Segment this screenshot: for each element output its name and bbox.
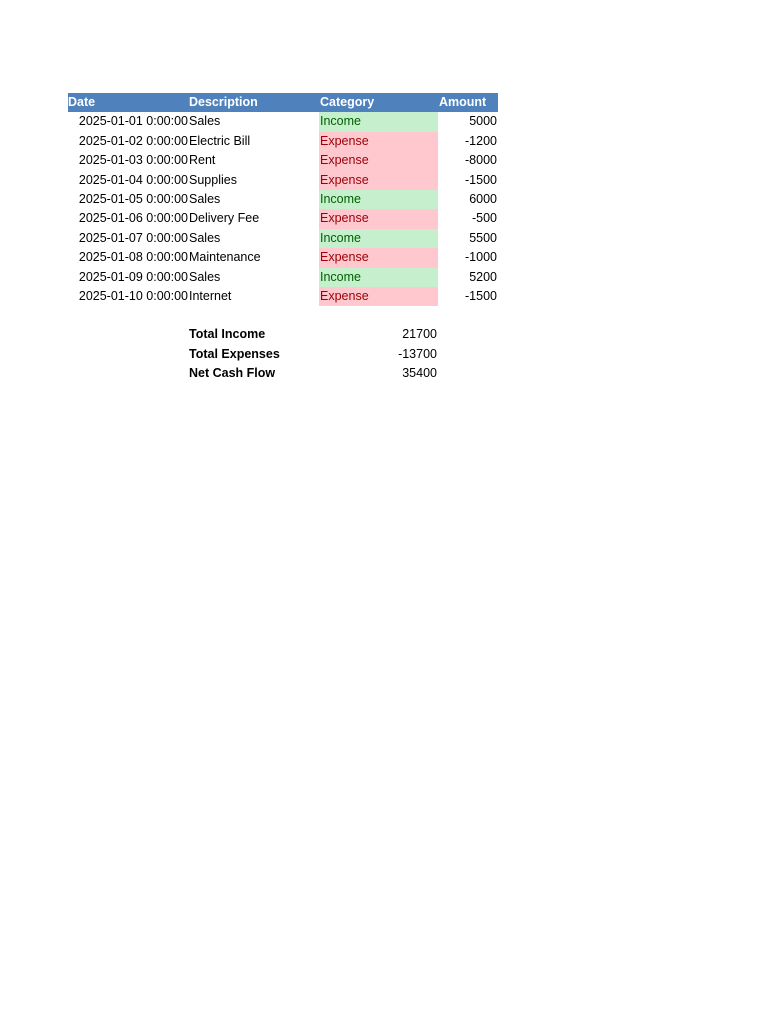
amount-cell[interactable]: -1200 (465, 133, 497, 148)
amount-cell[interactable]: 5500 (469, 230, 497, 245)
category-cell[interactable]: Expense (319, 248, 438, 267)
description-cell[interactable]: Sales (189, 230, 221, 245)
description-cell[interactable]: Sales (189, 114, 221, 129)
category-cell[interactable]: Income (319, 229, 438, 248)
date-cell[interactable]: 2025-01-01 0:00:00 (78, 114, 188, 129)
category-cell[interactable]: Expense (319, 209, 438, 228)
category-cell[interactable]: Income (319, 268, 438, 287)
table-row (68, 190, 498, 209)
total-expenses-label[interactable]: Total Expenses (189, 346, 280, 361)
table-row (68, 171, 498, 190)
table-row (68, 112, 498, 131)
category-cell[interactable]: Expense (319, 151, 438, 170)
category-cell[interactable]: Expense (319, 171, 438, 190)
category-cell[interactable]: Expense (319, 132, 438, 151)
header-amount[interactable]: Amount (439, 95, 487, 109)
amount-cell[interactable]: 5000 (469, 114, 497, 129)
date-cell[interactable]: 2025-01-10 0:00:00 (78, 288, 188, 303)
table-row (68, 209, 498, 228)
date-cell[interactable]: 2025-01-02 0:00:00 (78, 133, 188, 148)
total-expenses-value[interactable]: -13700 (398, 346, 437, 361)
table-row (68, 229, 498, 248)
date-cell[interactable]: 2025-01-03 0:00:00 (78, 153, 188, 168)
summary-row-net-cash-flow (189, 364, 437, 384)
header-category[interactable]: Category (320, 95, 375, 109)
table-row (68, 248, 498, 267)
cash-flow-table (68, 93, 498, 306)
amount-cell[interactable]: 5200 (469, 269, 497, 284)
header-date[interactable]: Date (68, 95, 96, 109)
total-income-label[interactable]: Total Income (189, 327, 266, 341)
total-income-value[interactable]: 21700 (402, 327, 437, 341)
amount-cell[interactable]: -1500 (465, 172, 497, 187)
table-row (68, 151, 498, 170)
table-row (68, 132, 498, 151)
description-cell[interactable]: Internet (189, 288, 232, 303)
description-cell[interactable]: Maintenance (189, 250, 261, 265)
description-cell[interactable]: Electric Bill (189, 133, 251, 148)
description-cell[interactable]: Supplies (189, 172, 237, 187)
date-cell[interactable]: 2025-01-09 0:00:00 (78, 269, 188, 284)
header-row (68, 93, 498, 112)
amount-cell[interactable]: -1000 (465, 250, 497, 265)
description-cell[interactable]: Sales (189, 191, 221, 206)
date-cell[interactable]: 2025-01-05 0:00:00 (78, 191, 188, 206)
table-row (68, 287, 498, 306)
amount-cell[interactable]: 6000 (469, 191, 497, 206)
category-cell[interactable]: Income (319, 112, 438, 131)
date-cell[interactable]: 2025-01-08 0:00:00 (78, 250, 188, 265)
amount-cell[interactable]: -8000 (465, 153, 497, 168)
summary-row-total-expenses (189, 345, 437, 365)
header-description[interactable]: Description (189, 95, 258, 109)
net-cash-flow-label[interactable]: Net Cash Flow (189, 366, 276, 381)
summary-block (189, 325, 437, 384)
table-row (68, 268, 498, 287)
date-cell[interactable]: 2025-01-06 0:00:00 (78, 211, 188, 226)
summary-row-total-income (189, 325, 437, 345)
description-cell[interactable]: Delivery Fee (189, 211, 260, 226)
amount-cell[interactable]: -500 (471, 211, 497, 226)
category-cell[interactable]: Income (319, 190, 438, 209)
description-cell[interactable]: Rent (189, 153, 216, 168)
amount-cell[interactable]: -1500 (465, 288, 497, 303)
net-cash-flow-value[interactable]: 35400 (402, 366, 437, 381)
category-cell[interactable]: Expense (319, 287, 438, 306)
date-cell[interactable]: 2025-01-07 0:00:00 (78, 230, 188, 245)
date-cell[interactable]: 2025-01-04 0:00:00 (78, 172, 188, 187)
description-cell[interactable]: Sales (189, 269, 221, 284)
